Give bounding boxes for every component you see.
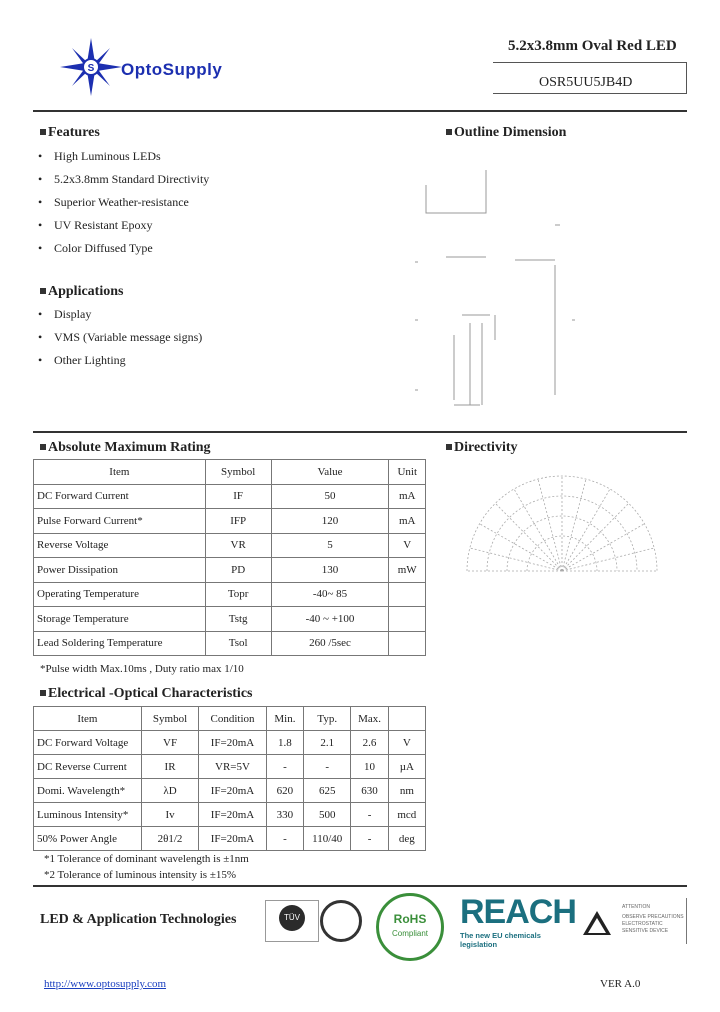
cell: DC Forward Voltage bbox=[34, 731, 142, 755]
esd-badge bbox=[578, 898, 687, 944]
cell: Storage Temperature bbox=[34, 607, 206, 632]
eoc-table bbox=[33, 706, 426, 851]
esd-line: ELECTROSTATIC bbox=[622, 921, 663, 927]
product-title: 5.2x3.8mm Oval Red LED bbox=[508, 38, 677, 54]
version-label: VER A.0 bbox=[600, 978, 641, 990]
cell: IF=20mA bbox=[199, 779, 267, 803]
eoc-note: *2 Tolerance of luminous intensity is ±15% bbox=[44, 869, 237, 881]
esd-line: SENSITIVE DEVICE bbox=[622, 928, 669, 934]
esd-title: ATTENTION bbox=[622, 904, 650, 910]
col-header: Symbol bbox=[205, 460, 271, 485]
table-header-row bbox=[34, 707, 426, 731]
cell: - bbox=[304, 755, 351, 779]
cell: Pulse Forward Current* bbox=[34, 509, 206, 534]
cell: mcd bbox=[388, 803, 425, 827]
cell: 10 bbox=[351, 755, 388, 779]
cell: Topr bbox=[205, 582, 271, 607]
cell: 2θ1/2 bbox=[141, 827, 198, 851]
rohs-badge bbox=[376, 893, 444, 961]
table-row bbox=[34, 509, 426, 534]
cell: 500 bbox=[304, 803, 351, 827]
table-row bbox=[34, 533, 426, 558]
list-item: • Other Lighting bbox=[38, 349, 202, 372]
cell: - bbox=[351, 803, 388, 827]
iso-seal-icon bbox=[320, 900, 362, 942]
cell: deg bbox=[388, 827, 425, 851]
esd-line: OBSERVE PRECAUTIONS bbox=[622, 914, 684, 920]
brand-name: OptoSupply bbox=[121, 60, 223, 79]
star-logo-icon bbox=[58, 36, 124, 98]
cell: 2.6 bbox=[351, 731, 388, 755]
cell: -40~ 85 bbox=[271, 582, 389, 607]
cell: - bbox=[351, 827, 388, 851]
cell: Operating Temperature bbox=[34, 582, 206, 607]
cell bbox=[389, 607, 426, 632]
cell: 630 bbox=[351, 779, 388, 803]
col-header: Max. bbox=[351, 707, 388, 731]
rohs-label: RoHS bbox=[393, 912, 427, 926]
table-row bbox=[34, 755, 426, 779]
col-header: Symbol bbox=[141, 707, 198, 731]
outline-heading: Outline Dimension bbox=[446, 125, 566, 141]
features-list bbox=[38, 145, 209, 260]
table-row bbox=[34, 731, 426, 755]
cell: 110/40 bbox=[304, 827, 351, 851]
table-row bbox=[34, 803, 426, 827]
outline-drawing bbox=[410, 165, 590, 415]
amr-heading: Absolute Maximum Rating bbox=[40, 440, 211, 456]
iso-badge bbox=[320, 900, 362, 940]
col-header: Value bbox=[271, 460, 389, 485]
table-row bbox=[34, 484, 426, 509]
list-item: • High Luminous LEDs bbox=[38, 145, 209, 168]
reach-sub: The new EU chemicals legislation bbox=[460, 931, 541, 949]
cell: Tstg bbox=[205, 607, 271, 632]
cell: 625 bbox=[304, 779, 351, 803]
cell: 5 bbox=[271, 533, 389, 558]
col-header: Condition bbox=[199, 707, 267, 731]
cell: IFP bbox=[205, 509, 271, 534]
table-row bbox=[34, 582, 426, 607]
cell: Iv bbox=[141, 803, 198, 827]
cell: IF=20mA bbox=[199, 827, 267, 851]
col-header: Min. bbox=[266, 707, 303, 731]
table-row bbox=[34, 827, 426, 851]
eoc-heading: Electrical -Optical Characteristics bbox=[40, 686, 252, 702]
table-row bbox=[34, 779, 426, 803]
cell: nm bbox=[388, 779, 425, 803]
cell: mW bbox=[389, 558, 426, 583]
table-row bbox=[34, 558, 426, 583]
cell bbox=[389, 582, 426, 607]
applications-heading: Applications bbox=[40, 284, 123, 300]
cell: VR=5V bbox=[199, 755, 267, 779]
cell: 130 bbox=[271, 558, 389, 583]
tuv-logo-icon: TÜV bbox=[279, 905, 305, 931]
optosupply-logo bbox=[58, 36, 124, 98]
cell: 50% Power Angle bbox=[34, 827, 142, 851]
cell: Reverse Voltage bbox=[34, 533, 206, 558]
cell: mA bbox=[389, 484, 426, 509]
directivity-chart bbox=[462, 466, 662, 581]
features-heading: Features bbox=[40, 125, 100, 141]
cell: Power Dissipation bbox=[34, 558, 206, 583]
cell: Luminous Intensity* bbox=[34, 803, 142, 827]
table-row bbox=[34, 607, 426, 632]
list-item: • VMS (Variable message signs) bbox=[38, 326, 202, 349]
cell: - bbox=[266, 827, 303, 851]
cell: DC Forward Current bbox=[34, 484, 206, 509]
cell: 260 /5sec bbox=[271, 631, 389, 656]
cell: - bbox=[266, 755, 303, 779]
list-item: • 5.2x3.8mm Standard Directivity bbox=[38, 168, 209, 191]
cell: 1.8 bbox=[266, 731, 303, 755]
website-link[interactable]: http://www.optosupply.com bbox=[44, 978, 167, 990]
cell: 50 bbox=[271, 484, 389, 509]
cell: Domi. Wavelength* bbox=[34, 779, 142, 803]
cell: VR bbox=[205, 533, 271, 558]
col-header bbox=[388, 707, 425, 731]
amr-table bbox=[33, 459, 426, 656]
esd-warning-icon bbox=[582, 910, 612, 936]
cell: 2.1 bbox=[304, 731, 351, 755]
part-number: OSR5UU5JB4D bbox=[539, 75, 633, 90]
col-header: Unit bbox=[389, 460, 426, 485]
col-header: Item bbox=[34, 707, 142, 731]
reach-badge bbox=[460, 893, 576, 949]
table-row bbox=[34, 631, 426, 656]
list-item: • UV Resistant Epoxy bbox=[38, 214, 209, 237]
header-divider bbox=[33, 110, 687, 112]
cell: IF bbox=[205, 484, 271, 509]
cell: IF=20mA bbox=[199, 731, 267, 755]
tuv-badge bbox=[265, 900, 319, 942]
cell: -40 ~ +100 bbox=[271, 607, 389, 632]
list-item: • Superior Weather-resistance bbox=[38, 191, 209, 214]
reach-label: REACH bbox=[460, 893, 576, 931]
cell: V bbox=[389, 533, 426, 558]
section-divider bbox=[33, 431, 687, 433]
cell: mA bbox=[389, 509, 426, 534]
col-header: Typ. bbox=[304, 707, 351, 731]
cell: V bbox=[388, 731, 425, 755]
list-item: • Display bbox=[38, 303, 202, 326]
cell: Lead Soldering Temperature bbox=[34, 631, 206, 656]
amr-note: *Pulse width Max.10ms , Duty ratio max 1/10 bbox=[40, 663, 244, 675]
cell: PD bbox=[205, 558, 271, 583]
list-item: • Color Diffused Type bbox=[38, 237, 209, 260]
rohs-ring-text: Compliant bbox=[391, 929, 428, 938]
cell: DC Reverse Current bbox=[34, 755, 142, 779]
applications-list bbox=[38, 303, 202, 372]
cell: 330 bbox=[266, 803, 303, 827]
table-header-row bbox=[34, 460, 426, 485]
cell: VF bbox=[141, 731, 198, 755]
company-name: LED & Application Technologies bbox=[40, 912, 237, 927]
cell: Tsol bbox=[205, 631, 271, 656]
cell bbox=[389, 631, 426, 656]
cell: λD bbox=[141, 779, 198, 803]
cell: µA bbox=[388, 755, 425, 779]
cell: 120 bbox=[271, 509, 389, 534]
cell: IR bbox=[141, 755, 198, 779]
cell: 620 bbox=[266, 779, 303, 803]
col-header: Item bbox=[34, 460, 206, 485]
footer-divider bbox=[33, 885, 687, 887]
directivity-heading: Directivity bbox=[446, 440, 518, 456]
eoc-note: *1 Tolerance of dominant wavelength is ±1nm bbox=[44, 853, 249, 865]
cell: IF=20mA bbox=[199, 803, 267, 827]
svg-text:S: S bbox=[87, 63, 95, 74]
